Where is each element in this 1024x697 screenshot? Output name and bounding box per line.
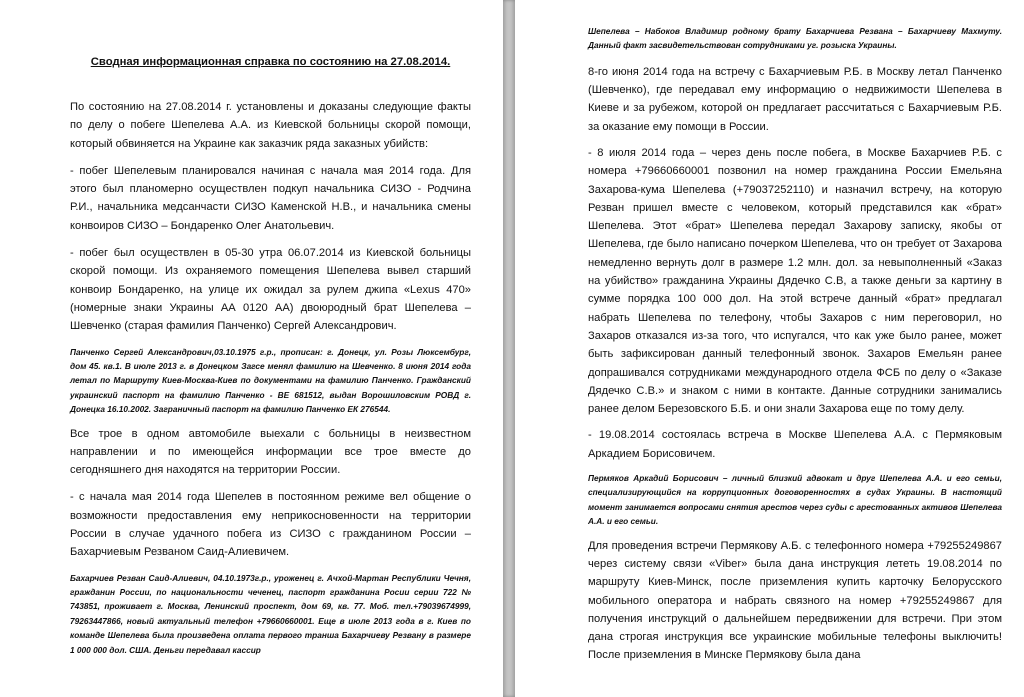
page-gutter [503, 0, 515, 697]
paragraph-july-call: - 8 июля 2014 года – через день после побега, в Москве Бахарчиев Р.Б. с номера +79660660001 позвонил на номер гражданина России Емельяна Захарова-кума Шепелева (+79037252110) и назначил встречу, на которую Резван пришел вместе с человеком, который представился как «брат» Шепелева. Этот «брат» Шепелева передал Захарову записку, якобы от Шепелева, где было написано почерком Шепелева, что он требует от Захарова немедленно вернуть долг в размере 1.2 млн. дол. за невыполненный «Заказ на убийство» гражданина Украины Дядечко С.В, а также деньги за картину в сумме порядка 100 000 дол. На этой встрече данный «брат» предлагал набрать Шепелева по телефону, чтобы Захаров с ним переговорил, но Захаров отказался из-за того, что испугался, что как уже было ранее, может быть зафиксирован данный телефонный звонок. Захаров Емельян ранее допрашивался сотрудниками международного отдела ФСБ по делу о «Заказе Дядечко С.В.» и знаком с ними в контакте. Данные сотрудники занимались ранее делом Березовского Б.Б. и они знали Захарова еще по тому делу. [588, 147, 1002, 416]
paragraph-location: Все трое в одном автомобиле выехали с больницы в неизвестном направлении и по имеющейся информации все трое вместе до сегодняшнего дня находятся на территории России. [70, 427, 471, 477]
page-title: Сводная информационная справка по состоянию на 27.08.2014. [90, 56, 451, 68]
paragraph-instructions: Для проведения встречи Пермякову А.Б. с телефонного номера +79255249867 через систему связи «Viber» была дана инструкция лететь 19.08.2014 по маршруту Киев-Минск, после приземления купить карточку Белорусского мобильного оператора и набрать связного на номер +79255249867 для получения инструкций о дальнейшем передвижении для встречи. При этом дана строгая инструкция все украинские мобильные телефоны выключить! После приземления в Минске Пермякову была дана [588, 539, 1002, 662]
paragraph-escape-plan: - побег Шепелевым планировался начиная с начала мая 2014 года. Для этого был планомерно осуществлен подкуп начальника СИЗО - Родчина Р.И., начальника медсанчасти СИЗО Каменской Н.В., и начальника смены конвоиров СИЗО – Бондаренко Олег Анатольевич. [70, 164, 471, 232]
note-panchenko: Панченко Сергей Александрович,03.10.1975 г.р., прописан: г. Донецк, ул. Розы Люксембург, дом 45. кв.1. В июле 2013 г. в Донецком Загсе менял фамилию на Шевченко. 8 июня 2014 года летал по Маршруту Киев-Москва-Киев по документами на фамилию Панченко. Гражданский украинский паспорт на фамилию Панченко - ВЕ 681512, выдан Ворошиловским РОВД г. Донецка 16.10.2002. Заграничный паспорт на фамилию Панченко ЕК 276544. [70, 346, 471, 415]
paragraph-august-meeting: - 19.08.2014 состоялась встреча в Москве Шепелева А.А. с Пермяковым Аркадием Борисовичем. [588, 429, 1002, 460]
document-page-right [515, 0, 1024, 697]
paragraph-june-meeting: 8-го июня 2014 года на встречу с Бахарчиевым Р.Б. в Москву летал Панченко (Шевченко), где передавал ему информацию о недвижимости Шепелева в Киеве и за рубежом, которой он предлагает рассчитаться с Бахарчиевым Р.Б. за оказание ему помощи в России. [588, 65, 1002, 133]
paragraph-intro: По состоянию на 27.08.2014 г. установлены и доказаны следующие факты по делу о побеге Шепелева А.А. из Киевской больницы скорой помощи, который обвиняется на Украине как заказчик ряда заказных убийств: [70, 101, 471, 150]
note-bakharchiev: Бахарчиев Резван Саид-Алиевич, 04.10.1973г.р., уроженец г. Ачхой-Мартан Республики Чечня, гражданин России, по национальности чеченец, паспорт гражданина Росии серии 722 № 743851, проживает г. Москва, Ленинский проспект, дом 69, кв. 77. Моб. тел.+79039674999, 79263447866, новый актуальный телефон +79660660001. Еще в июле 2013 года в г. Киев по команде Шепелева была произведена оплата первого транша Бахарчиеву Резвану в размере 1 000 000 дол. США. Деньги передавал кассир [70, 572, 471, 655]
note-permyakov: Пермяков Аркадий Борисович – личный близкий адвокат и друг Шепелева А.А. и его семьи, специализирующийся на коррупционных договоренностях в судах Украины. В настоящий момент занимается вопросами снятия арестов через суды с арестованных активов Шепелева А.А. и его семьи. [588, 473, 1002, 527]
document-page-left [0, 0, 503, 697]
note-continuation: Шепелева – Набоков Владимир родному брату Бахарчиева Резвана – Бахарчиеву Махмуту. Данный факт засвидетельствован сотрудниками уг. розыска Украины. [588, 26, 1002, 51]
paragraph-escape-execution: - побег был осуществлен в 05-30 утра 06.07.2014 из Киевской больницы скорой помощи. Из охраняемого помещения Шепелева вывел старший конвоир Бондаренко, на улице их ожидал за рулем джипа «Lexus 470» (номерные знаки Украины АА 0120 АА) двоюродный брат Шепелева – Шевченко (старая фамилия Панченко) Сергей Александрович. [70, 247, 471, 333]
paragraph-contacts: - с начала мая 2014 года Шепелев в постоянном режиме вел общение о возможности предоставления ему неприкосновенности на территории России в случае удачного побега из СИЗО с гражданином России – Бахарчиевым Резваном Саид-Алиевичем. [70, 491, 471, 559]
